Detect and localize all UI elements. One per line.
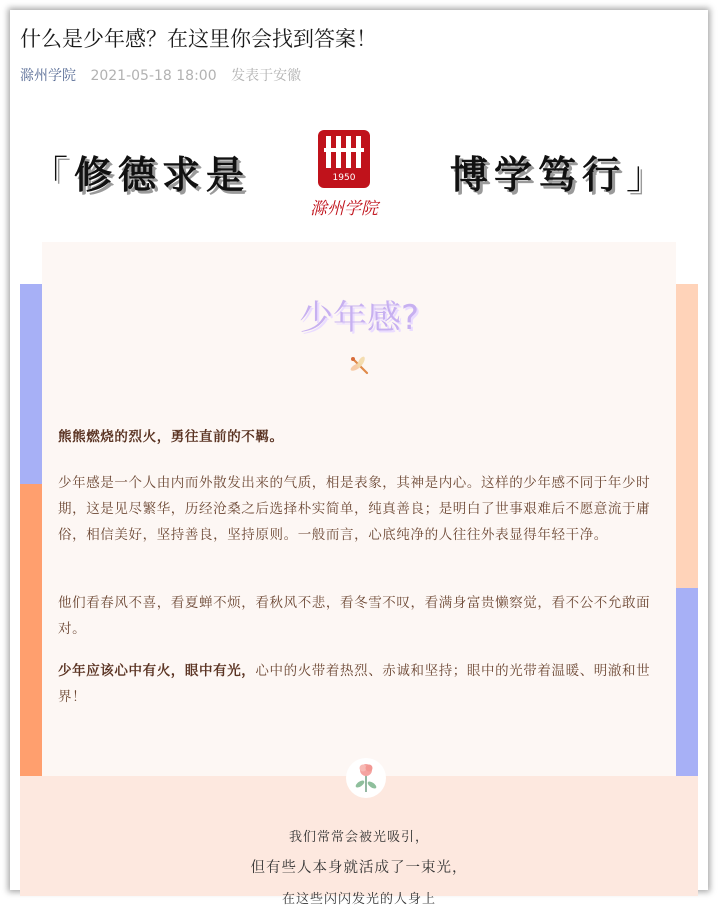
- motto-left: [30, 144, 250, 199]
- decor-bar-left-blue: [20, 284, 42, 484]
- motto-right: [450, 144, 670, 199]
- motto-left-text: 修德求是: [74, 152, 251, 197]
- logo-glyph-icon: [318, 130, 370, 176]
- decor-bar-left-orange: [20, 484, 42, 776]
- article-meta: [20, 66, 301, 86]
- motto-open-bracket: 「: [30, 153, 75, 197]
- decor-bar-right-peach: [676, 284, 698, 588]
- paragraph-seasons: 他们看春风不喜，看夏蝉不烦，看秋风不悲，看冬雪不叹，看满身富贵懒察觉，看不公不允敢面对。: [58, 595, 651, 637]
- article-title: 什么是少年感？在这里你会找到答案！: [20, 27, 377, 51]
- account-link[interactable]: 滁州学院: [20, 68, 76, 84]
- publish-date: 2021-05-18 18:00: [90, 68, 217, 84]
- flower-badge: [346, 758, 386, 798]
- motto-close-bracket: 」: [625, 153, 670, 197]
- dragonfly-icon: [348, 354, 372, 378]
- paragraph-fire-light-bold: 少年应该心中有火，眼中有光，: [58, 663, 256, 679]
- logo-name: 滁州学院: [310, 199, 378, 219]
- paragraph-fire-light: [58, 658, 662, 710]
- paragraph-definition: 少年感是一个人由内而外散发出来的气质，相是表象，其神是内心。这样的少年感不同于年少时期，这是见尽繁华，历经沧桑之后选择朴实简单，纯真善良；是明白了世事艰难后不愿意流于庸俗，相信美好，坚持善良，坚持原则。一般而言，心底纯净的人往往外表显得年轻干净。: [58, 475, 651, 543]
- flower-icon: [346, 758, 386, 798]
- logo-seal-icon: [318, 130, 370, 188]
- article-frame: [10, 10, 708, 907]
- decor-bar-right-blue: [676, 588, 698, 776]
- logo-year: 1950: [332, 173, 356, 183]
- motto-right-text: 博学笃行: [449, 152, 626, 197]
- quote-line-1: 我们常常会被光吸引，: [288, 830, 429, 845]
- publish-location: 发表于安徽: [231, 68, 302, 84]
- paragraph-fire-light-rest: 心中的火带着热烈、赤诚和坚持；眼中的光带着温暖、明澈和世界！: [58, 663, 651, 705]
- card-heading: 少年感?: [298, 298, 420, 338]
- content-card: [42, 242, 676, 776]
- university-logo: [304, 130, 384, 230]
- quote-line-2: 但有些人本身就活成了一束光，: [250, 860, 468, 876]
- quote-section: [20, 776, 698, 907]
- paragraph-intro: 熊熊燃烧的烈火，勇往直前的不羁。: [58, 429, 284, 445]
- quote-line-3: 在这些闪闪发光的人身上: [281, 892, 436, 907]
- motto-banner: [30, 128, 670, 238]
